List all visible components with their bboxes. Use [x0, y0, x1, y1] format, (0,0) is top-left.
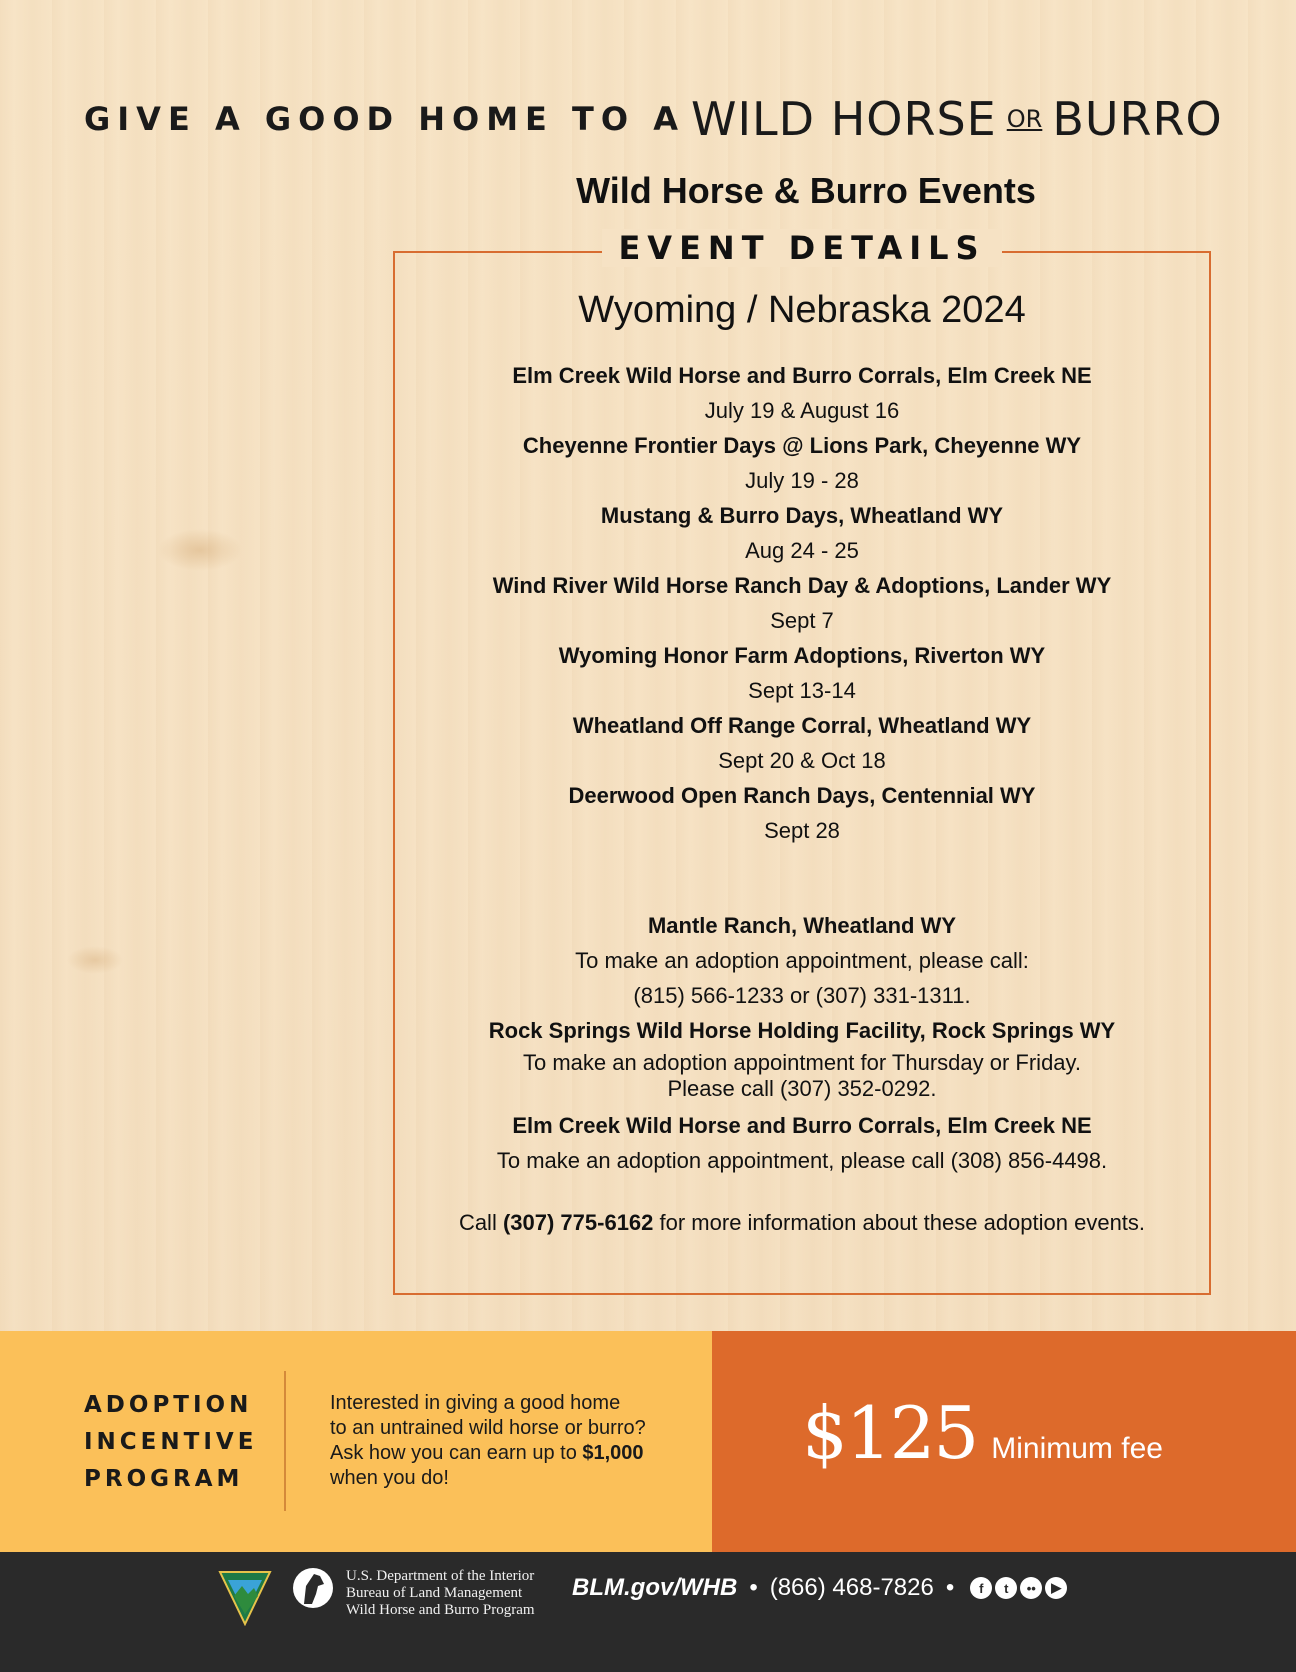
- incentive-title: [84, 1387, 257, 1498]
- facility-phone: Please call (307) 352-0292.: [667, 1076, 937, 1101]
- separator: •: [749, 1574, 758, 1601]
- blm-seal-icon: [218, 1566, 272, 1626]
- event-details-title: [395, 229, 1209, 267]
- dept-line: Bureau of Land Management: [346, 1585, 523, 1601]
- twitter-icon[interactable]: t: [995, 1577, 1017, 1599]
- facility-name: Elm Creek Wild Horse and Burro Corrals, Elm Creek NE: [512, 1113, 1092, 1138]
- fee-label: Minimum fee: [991, 1432, 1163, 1465]
- divider: [284, 1371, 286, 1511]
- call-info-phone: (307) 775-6162: [502, 1210, 654, 1235]
- region-heading: Wyoming / Nebraska 2024: [578, 289, 1026, 331]
- facility-instructions: To make an adoption appointment, please call (308) 856-4498.: [496, 1148, 1108, 1173]
- facility-phone: (815) 566-1233 or (307) 331-1311.: [633, 983, 971, 1008]
- call-info-suffix: for more information about these adoption events.: [653, 1210, 1146, 1235]
- headline-lead: GIVE A GOOD HOME TO A: [84, 100, 685, 138]
- fee-amount: $125: [802, 1391, 978, 1475]
- headline-wild-horse: WILD HORSE: [690, 92, 997, 146]
- event-name: Wind River Wild Horse Ranch Day & Adoptions, Lander WY: [492, 573, 1112, 598]
- facility-instructions-line: To make an adoption appointment for Thursday or Friday.: [522, 1050, 1082, 1075]
- contacts-list: [395, 908, 1209, 1178]
- facility-instructions: To make an adoption appointment, please call:: [575, 948, 1029, 973]
- event-date: Sept 7: [770, 608, 834, 633]
- separator: •: [945, 1574, 955, 1601]
- incentive-title-line: INCENTIVE: [84, 1429, 258, 1455]
- headline-burro: BURRO: [1052, 92, 1223, 146]
- event-name: Wheatland Off Range Corral, Wheatland WY: [572, 713, 1032, 738]
- incentive-amount: $1,000: [582, 1442, 644, 1464]
- department-text: [346, 1568, 535, 1619]
- fee-banner: [712, 1331, 1296, 1552]
- event-date: July 19 & August 16: [704, 398, 900, 423]
- social-icons: [970, 1577, 1067, 1599]
- event-date: July 19 - 28: [745, 468, 859, 493]
- incentive-banner: [0, 1331, 712, 1552]
- incentive-text: [330, 1391, 700, 1491]
- footer-contact: [572, 1574, 1067, 1602]
- event-date: Aug 24 - 25: [745, 538, 859, 563]
- list-item: [395, 428, 1209, 498]
- event-name: Wyoming Honor Farm Adoptions, Riverton WY: [558, 643, 1046, 668]
- youtube-icon[interactable]: ▶: [1045, 1577, 1067, 1599]
- incentive-text-line: to an untrained wild horse or burro?: [330, 1417, 646, 1439]
- list-item: [395, 568, 1209, 638]
- events-list: [395, 358, 1209, 848]
- incentive-text-line: [330, 1441, 700, 1466]
- flickr-icon[interactable]: ••: [1020, 1577, 1042, 1599]
- list-item: [395, 778, 1209, 848]
- footer: [0, 1552, 1296, 1672]
- headline-or: OR: [1006, 105, 1043, 133]
- website-link[interactable]: BLM.gov/WHB: [572, 1574, 738, 1601]
- event-name: Cheyenne Frontier Days @ Lions Park, Cheyenne WY: [522, 433, 1082, 458]
- list-item: [395, 638, 1209, 708]
- list-item: [395, 498, 1209, 568]
- call-info: [395, 1210, 1209, 1236]
- incentive-title-line: ADOPTION: [84, 1392, 253, 1418]
- dept-line: Wild Horse and Burro Program: [346, 1602, 535, 1618]
- call-info-prefix: Call: [458, 1210, 503, 1235]
- facility-name: Mantle Ranch, Wheatland WY: [647, 913, 957, 938]
- event-details-box: [393, 229, 1211, 1295]
- facility-instructions: [395, 1048, 1209, 1108]
- event-details-title-text: EVENT DETAILS: [602, 229, 1001, 267]
- incentive-text-line: when you do!: [330, 1467, 449, 1489]
- list-item: [395, 708, 1209, 778]
- event-date: Sept 13-14: [748, 678, 856, 703]
- incentive-title-line: PROGRAM: [84, 1466, 244, 1492]
- page-subtitle: Wild Horse & Burro Events: [576, 170, 1036, 211]
- event-name: Deerwood Open Ranch Days, Centennial WY: [568, 783, 1036, 808]
- event-name: Mustang & Burro Days, Wheatland WY: [600, 503, 1004, 528]
- event-date: Sept 28: [764, 818, 840, 843]
- event-date: Sept 20 & Oct 18: [718, 748, 886, 773]
- fee: [802, 1391, 1163, 1475]
- headline: [84, 92, 1224, 146]
- event-name: Elm Creek Wild Horse and Burro Corrals, Elm Creek NE: [512, 363, 1092, 388]
- facility-name: Rock Springs Wild Horse Holding Facility, Rock Springs WY: [488, 1018, 1116, 1043]
- dept-line: U.S. Department of the Interior: [346, 1568, 535, 1584]
- incentive-text-part: Ask how you can earn up to: [330, 1442, 583, 1464]
- footer-phone[interactable]: (866) 468-7826: [769, 1574, 934, 1601]
- horse-logo-icon: [290, 1564, 336, 1612]
- incentive-text-line: Interested in giving a good home: [330, 1392, 621, 1414]
- list-item: [395, 358, 1209, 428]
- facebook-icon[interactable]: f: [970, 1577, 992, 1599]
